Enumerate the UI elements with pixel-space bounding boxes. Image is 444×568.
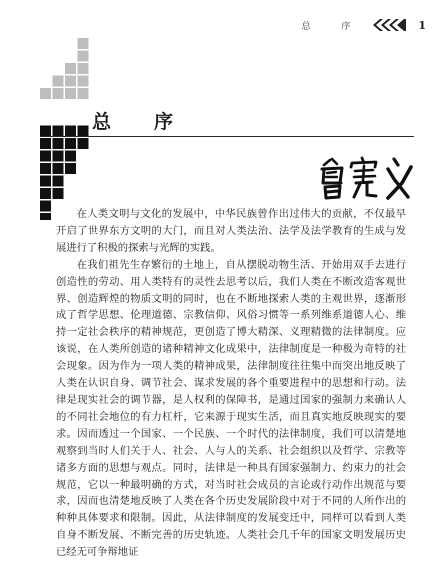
ornament-block xyxy=(78,51,89,62)
body-text xyxy=(56,206,406,561)
ornament-block xyxy=(40,188,51,199)
ornament-block xyxy=(65,126,76,137)
ornament-block xyxy=(78,88,89,99)
running-title: 总 序 xyxy=(301,21,365,32)
ornament-block xyxy=(78,63,89,74)
ornament-block xyxy=(40,163,51,174)
page-title: 总序 xyxy=(92,111,217,133)
ornament-block xyxy=(40,201,51,212)
ornament-block xyxy=(53,88,64,99)
ornament-block xyxy=(53,188,64,199)
ornament-block xyxy=(78,38,89,49)
ornament-block xyxy=(40,176,51,187)
paragraph-1: 在人类文明与文化的发展中，中华民族曾作出过伟大的贡献，不仅最早开启了世界东方文明的大门，而且对人类法治、法学及法学教育的生成与发展进行了积极的探索与光辉的实践。 xyxy=(56,208,406,254)
ornament-block xyxy=(53,163,64,174)
chevron-ornament-icon xyxy=(370,19,406,31)
ornament-block xyxy=(40,88,51,99)
ornament-block xyxy=(78,126,89,137)
ornament-block xyxy=(53,76,64,87)
ornament-block xyxy=(53,151,64,162)
decorative-block-graphic xyxy=(40,38,96,220)
ornament-block xyxy=(53,126,64,137)
ornament-block xyxy=(53,138,64,149)
ornament-block xyxy=(53,176,64,187)
page-number: 1 xyxy=(418,18,426,32)
title-divider xyxy=(40,136,414,137)
ornament-block xyxy=(65,63,76,74)
ornament-block xyxy=(65,138,76,149)
running-header xyxy=(301,18,426,32)
calligraphy-signature xyxy=(318,155,418,203)
ornament-block xyxy=(65,76,76,87)
ornament-block xyxy=(40,138,51,149)
ornament-block xyxy=(78,76,89,87)
paragraph-2: 在我们祖先生存繁衍的土地上，自从摆脱动物生活、开始用双手去进行创造性的劳动、用人类特有的灵性去思考以后，我们人类在不断改造客观世界、创造辉煌的物质文明的同时，也在不断地探索人类的主观世界，逐渐形成了哲学思想、伦理道德、宗教信仰、风俗习惯等一系列维系道德人心、维持一定社会秩序的精神规范，更创造了博大精深、义理精微的法律制度。应该说，在人类所创造的诸种精神文化成果中，法律制度是一种极为奇特的社会现象。因为作为一项人类的精神成果，法律制度往往集中而突出地反映了人类在认识自身、调节社会、谋求发展的各个重要进程中的思想和行动。法律是现实社会的调节器，是人权利的保障书，是通过国家的强制力来确认人的不同社会地位的有力杠杆，它来源于现实生活，而且真实地反映现实的要求。因而透过一个国家、一个民族、一个时代的法律制度，我们可以清楚地观察到当时人们关于人、社会、人与人的关系、社会组织以及哲学、宗教等诸多方面的思想与观点。同时，法律是一种具有国家强制力、约束力的社会规范，它以一种最明确的方式，对当时社会成员的言论或行动作出规范与要求，因而也清楚地反映了人类在各个历史发展阶段中对于不同的人所作出的种种具体要求和限制。因此，从法律制度的发展变迁中，同样可以看到人类自身不断发展、不断完善的历史轨迹。人类社会几千年的国家文明发展历史已经无可争辩地证 xyxy=(56,258,406,559)
ornament-block xyxy=(65,163,76,174)
ornament-block xyxy=(40,126,51,137)
ornament-block xyxy=(40,213,51,220)
ornament-block xyxy=(65,151,76,162)
ornament-block xyxy=(40,151,51,162)
ornament-block xyxy=(78,138,89,149)
ornament-block xyxy=(65,88,76,99)
